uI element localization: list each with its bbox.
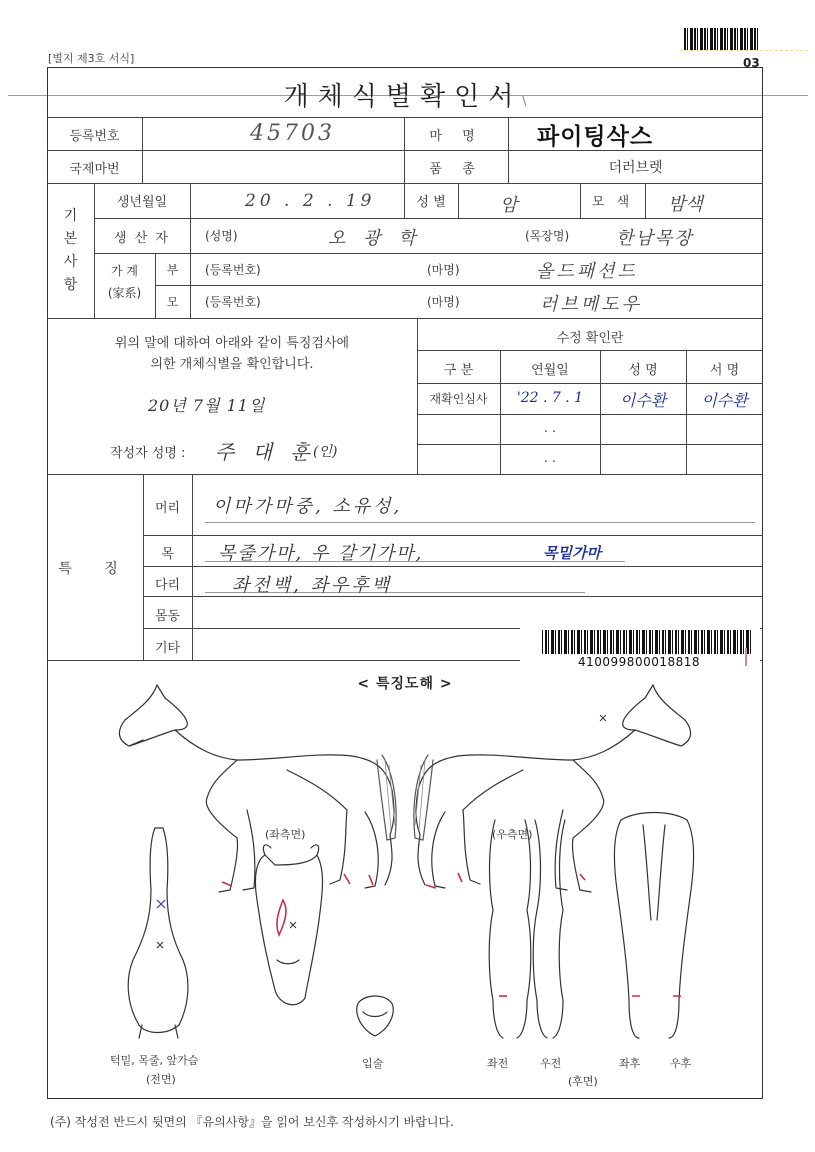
title-text: 개체식별확인서 [283, 82, 523, 112]
rear-caption: (후면) [568, 1075, 598, 1088]
basics-char: 사 [63, 254, 78, 270]
front-legs-pair [489, 820, 565, 1038]
revision-header-type: 구 분 [443, 363, 474, 378]
form-code: [별지 제3호 서식] [48, 52, 135, 65]
horse-diagram [47, 660, 763, 1100]
horse-name-value: 파이팅삭스 [537, 124, 654, 150]
sire-name-value: 올드패션드 [536, 261, 638, 282]
revision-row-date: . . [543, 421, 557, 436]
confirm-date: 20년 7월 11일 [148, 396, 266, 415]
front-caption-1: 턱밑, 목줄, 앞가슴 [110, 1054, 199, 1067]
confirm-statement-2: 의한 개체식별을 확인합니다. [150, 357, 314, 372]
pedigree-label-2: (家系) [107, 286, 142, 300]
feature-label-body: 몸동 [154, 609, 181, 624]
birth-label: 생년월일 [116, 195, 168, 210]
right-fore-caption: 우전 [540, 1057, 562, 1070]
front-view-neck [128, 828, 188, 1038]
feature-label-head: 머리 [154, 501, 181, 516]
horse-name-label: 마 명 [429, 129, 483, 144]
features-section-label: 특 징 [58, 561, 132, 577]
breeder-name-value: 오 광 학 [328, 228, 422, 249]
pedigree-label [94, 260, 155, 304]
sire-label: 부 [166, 263, 179, 277]
sire-reg-label: (등록번호) [205, 263, 261, 277]
footer-note: (주) 작성전 반드시 뒷면의 『유의사항』을 읽어 보신후 작성하시기 바랍니다. [50, 1115, 454, 1129]
barcode-number: 410099800018818 [578, 655, 701, 669]
writer-sign: (인) [313, 444, 338, 460]
pedigree-label-1: 가 계 [111, 264, 138, 278]
breed-label: 품 종 [429, 162, 483, 177]
dam-name-label: (마명) [427, 295, 460, 309]
feature-value-neck: 목줄가마, 우 갈기가마, [218, 543, 424, 564]
revision-row-date: . . [543, 451, 557, 466]
feature-value-head: 이마가마중, 소유성, [213, 496, 403, 517]
left-side-horse [119, 685, 394, 892]
scan-guide-dash [680, 50, 808, 51]
basics-char: 기 [63, 208, 78, 224]
reg-no-label: 등록번호 [69, 129, 120, 144]
writer-value: 주 대 훈 [215, 440, 316, 464]
front-view-face [255, 845, 322, 1005]
right-side-caption: (우측면) [492, 828, 533, 841]
breeder-name-label: (성명) [205, 229, 238, 243]
left-hind-caption: 좌후 [619, 1057, 641, 1070]
revision-row-type: 재확인심사 [429, 392, 488, 406]
dam-label: 모 [166, 295, 179, 309]
title-scribble: \ [522, 94, 527, 108]
farm-label: (목장명) [525, 229, 570, 243]
basics-char: 본 [63, 231, 78, 247]
revision-row-date: '22 . 7 . 1 [516, 390, 584, 406]
left-fore-caption: 좌전 [487, 1057, 509, 1070]
feature-label-other: 기타 [154, 641, 181, 656]
revision-header-date: 연월일 [531, 363, 569, 378]
color-label: 모 색 [591, 195, 634, 210]
color-value: 밤색 [668, 194, 703, 215]
left-side-caption: (좌측면) [265, 828, 306, 841]
sire-name-label: (마명) [427, 263, 460, 277]
revision-header-name: 성 명 [628, 363, 658, 378]
page-number: 03 [743, 56, 760, 70]
feature-value-legs: 좌전백, 좌우후백 [232, 575, 393, 596]
breed-value: 더러브렛 [608, 160, 663, 176]
front-caption-2: (전면) [146, 1073, 176, 1086]
breeder-label: 생 산 자 [114, 231, 170, 246]
rear-view-horse [614, 813, 693, 1039]
basics-section-label [47, 205, 94, 297]
right-hind-caption: 우후 [670, 1057, 692, 1070]
feature-label-neck: 목 [161, 547, 174, 562]
sex-value: 암 [500, 195, 518, 216]
right-side-horse [416, 685, 691, 892]
reg-no-value: 45703 [250, 121, 335, 146]
dam-name-value: 러브메도우 [540, 294, 642, 315]
sex-label: 성 별 [416, 195, 446, 210]
dam-reg-label: (등록번호) [205, 295, 261, 309]
basics-char: 항 [63, 277, 78, 293]
feature-label-legs: 다리 [154, 578, 181, 593]
revision-row-sign: 이수환 [701, 391, 748, 410]
revision-title: 수정 확인란 [556, 331, 624, 346]
writer-label: 작성자 성명 : [110, 446, 186, 461]
page-title [47, 76, 763, 113]
feature-extra-neck: 목밑가마 [543, 544, 601, 562]
revision-row-name: 이수환 [619, 391, 667, 410]
intl-no-label: 국제마번 [69, 162, 120, 177]
barcode-bars [542, 630, 752, 654]
confirm-statement-1: 위의 말에 대하여 아래와 같이 특징검사에 [114, 336, 350, 351]
birth-value: 20 . 2 . 19 [245, 191, 376, 211]
top-barcode [684, 28, 760, 50]
diagram-title: < 특징도해 > [357, 676, 453, 692]
lip-caption: 입술 [362, 1057, 384, 1070]
revision-header-sign: 서 명 [709, 363, 740, 378]
farm-value: 한남목장 [616, 228, 694, 249]
